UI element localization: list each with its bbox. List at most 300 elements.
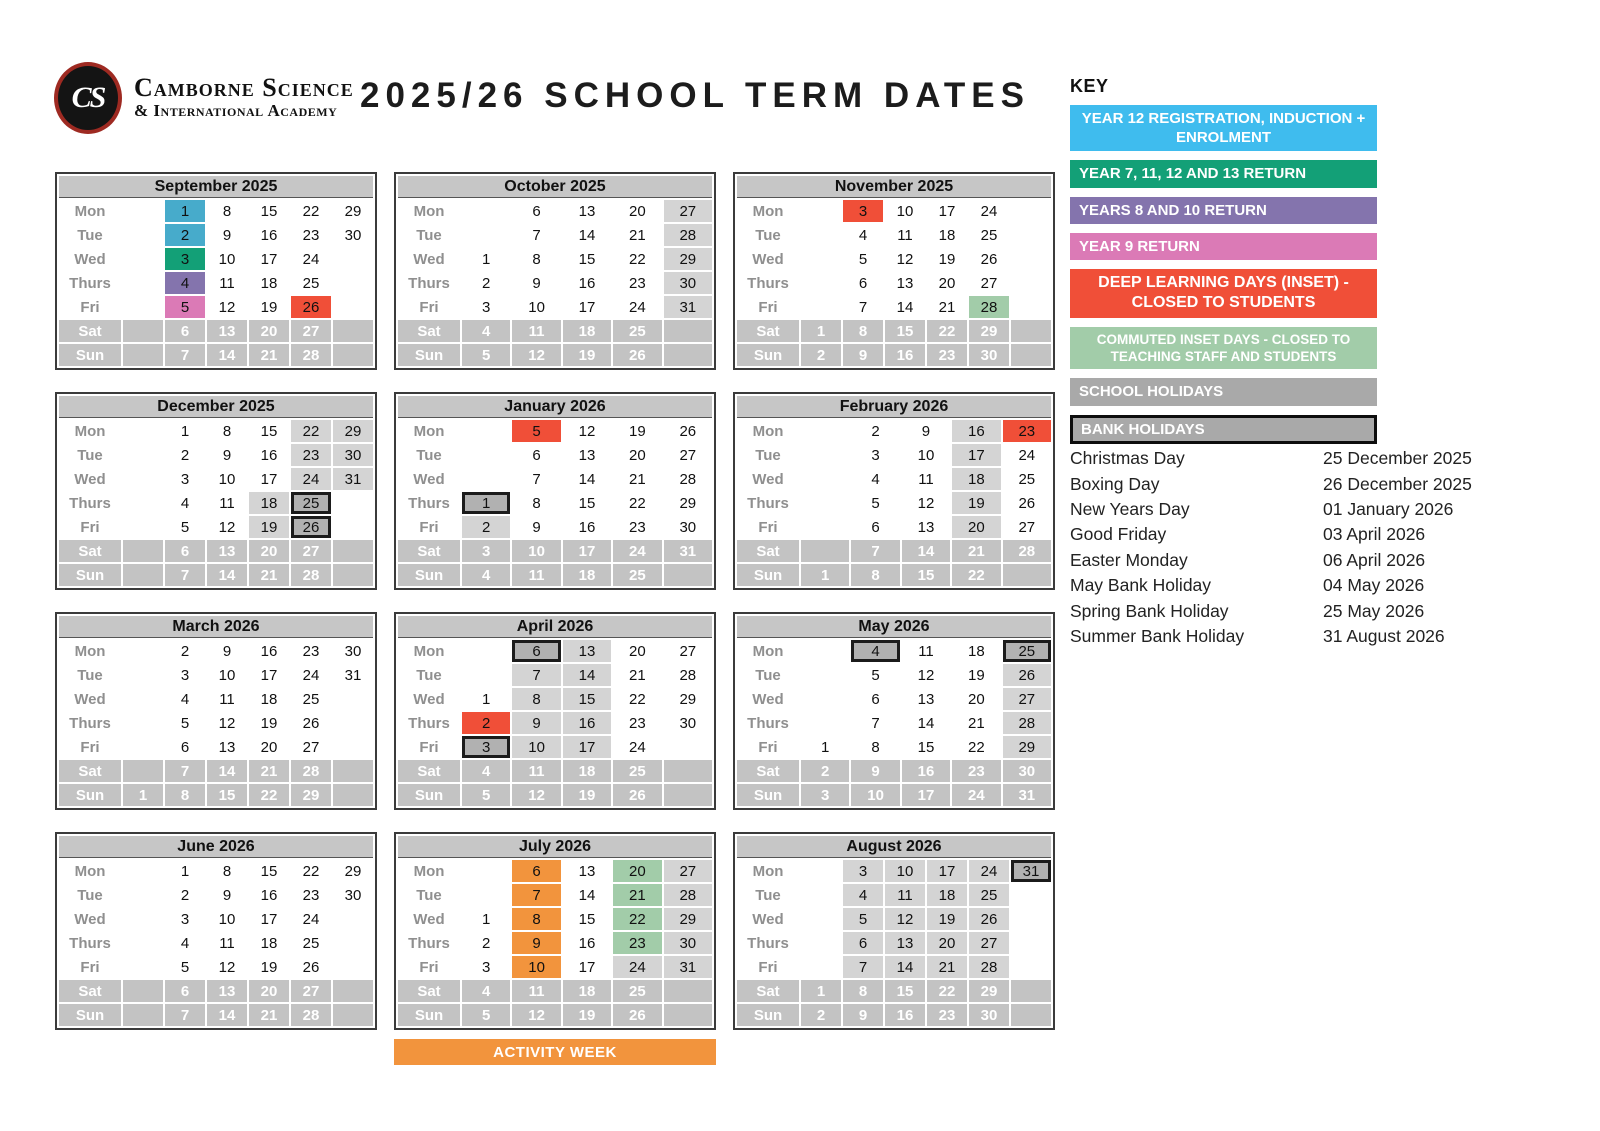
day-label: Tue: [737, 224, 799, 246]
empty-cell: [333, 564, 373, 586]
month-calendar-october-2025: [394, 172, 716, 370]
key-item-bank-holidays: BANK HOLIDAYS: [1070, 415, 1377, 444]
day-cell: 27: [291, 980, 331, 1002]
day-cell: 26: [664, 420, 712, 442]
day-cell: 12: [207, 956, 247, 978]
day-cell-school-holiday: 24: [291, 468, 331, 490]
day-cell: 27: [664, 640, 712, 662]
day-cell: 28: [664, 468, 712, 490]
day-cell: 28: [1003, 540, 1051, 562]
day-cell: 7: [512, 468, 560, 490]
day-label: Wed: [737, 468, 799, 490]
day-cell: 7: [165, 344, 205, 366]
day-cell: 5: [165, 516, 205, 538]
key-item-commuted-inset-days: COMMUTED INSET DAYS - CLOSED TO TEACHING STAFF AND STUDENTS: [1070, 327, 1377, 370]
bank-holiday-row: [1070, 598, 1500, 623]
day-cell: 1: [801, 736, 849, 758]
day-cell: 3: [462, 956, 510, 978]
empty-cell: [123, 564, 163, 586]
day-cell-bank-holiday: 3: [462, 736, 510, 758]
day-cell: 26: [291, 712, 331, 734]
day-cell: 22: [927, 980, 967, 1002]
day-cell: 18: [563, 980, 611, 1002]
day-cell: 19: [952, 664, 1000, 686]
day-cell: 12: [207, 296, 247, 318]
day-cell: 29: [333, 860, 373, 882]
day-cell: 6: [851, 516, 899, 538]
day-cell: 21: [249, 1004, 289, 1026]
key-item-year-7-11-12-13-return: YEAR 7, 11, 12 AND 13 RETURN: [1070, 160, 1377, 187]
day-cell-activity-week: 7: [512, 884, 560, 906]
day-cell: 2: [462, 272, 510, 294]
day-cell: 22: [613, 492, 661, 514]
day-cell: 13: [207, 540, 247, 562]
day-cell: 16: [885, 344, 925, 366]
day-cell-school-holiday: 29: [664, 908, 712, 930]
empty-cell: [801, 468, 849, 490]
day-label: Wed: [737, 908, 799, 930]
day-cell: 25: [291, 272, 331, 294]
day-cell: 8: [843, 320, 883, 342]
month-title: January 2026: [398, 396, 712, 418]
day-cell: 25: [291, 688, 331, 710]
day-cell: 22: [927, 320, 967, 342]
bank-holiday-name: Spring Bank Holiday: [1070, 600, 1229, 621]
day-cell: 19: [613, 420, 661, 442]
day-cell-school-holiday: 27: [1003, 688, 1051, 710]
day-cell-school-holiday: 27: [664, 200, 712, 222]
day-cell: 14: [207, 564, 247, 586]
day-cell: 19: [563, 344, 611, 366]
day-label: Sat: [398, 540, 460, 562]
month-calendar-january-2026: [394, 392, 716, 590]
day-label: Wed: [398, 688, 460, 710]
empty-cell: [333, 736, 373, 758]
day-cell-school-holiday: 13: [885, 932, 925, 954]
empty-cell: [333, 516, 373, 538]
day-cell: 13: [563, 200, 611, 222]
empty-cell: [801, 444, 849, 466]
day-label: Sat: [59, 320, 121, 342]
day-cell: 28: [291, 344, 331, 366]
day-cell-school-holiday: 10: [885, 860, 925, 882]
day-cell: 15: [249, 200, 289, 222]
day-label: Sat: [737, 540, 799, 562]
day-cell: 17: [249, 908, 289, 930]
day-cell: 30: [969, 1004, 1009, 1026]
day-cell: 5: [851, 492, 899, 514]
key-item-years-8-10-return: YEARS 8 AND 10 RETURN: [1070, 197, 1377, 224]
day-cell: 17: [249, 468, 289, 490]
day-cell: 11: [207, 492, 247, 514]
day-cell: 13: [563, 860, 611, 882]
empty-cell: [123, 492, 163, 514]
day-cell: 16: [249, 884, 289, 906]
day-cell: 20: [927, 272, 967, 294]
day-label: Fri: [398, 296, 460, 318]
day-cell: 26: [291, 956, 331, 978]
day-label: Sun: [737, 784, 799, 806]
day-cell: 13: [207, 736, 247, 758]
empty-cell: [801, 272, 841, 294]
day-cell: 13: [902, 688, 950, 710]
day-cell-bank-holiday: 1: [462, 492, 510, 514]
month-title: March 2026: [59, 616, 373, 638]
empty-cell: [462, 444, 510, 466]
school-brand: [54, 62, 354, 134]
day-label: Mon: [737, 860, 799, 882]
day-cell: 9: [207, 640, 247, 662]
day-cell-school-holiday: 5: [843, 908, 883, 930]
bank-holiday-row: [1070, 624, 1500, 649]
day-label: Wed: [59, 248, 121, 270]
day-cell: 4: [843, 224, 883, 246]
empty-cell: [123, 224, 163, 246]
day-cell: 20: [952, 688, 1000, 710]
day-label: Thurs: [398, 492, 460, 514]
empty-cell: [123, 444, 163, 466]
day-cell-year-12-registration: 1: [165, 200, 205, 222]
day-cell: 25: [969, 224, 1009, 246]
day-cell: 21: [927, 296, 967, 318]
day-cell: 8: [512, 492, 560, 514]
empty-cell: [333, 932, 373, 954]
day-label: Sun: [398, 564, 460, 586]
day-cell: 7: [165, 1004, 205, 1026]
day-label: Thurs: [737, 712, 799, 734]
empty-cell: [123, 760, 163, 782]
day-cell: 14: [207, 344, 247, 366]
day-cell: 21: [613, 664, 661, 686]
day-cell: 26: [613, 1004, 661, 1026]
day-label: Wed: [398, 468, 460, 490]
month-calendar-december-2025: [55, 392, 377, 590]
day-cell: 22: [952, 564, 1000, 586]
day-cell: 8: [207, 860, 247, 882]
day-cell-school-holiday: 28: [664, 224, 712, 246]
day-cell-school-holiday: 7: [512, 664, 560, 686]
day-label: Wed: [59, 688, 121, 710]
day-label: Sun: [59, 784, 121, 806]
day-cell: 14: [563, 884, 611, 906]
day-cell: 16: [249, 224, 289, 246]
day-cell-school-holiday: 28: [1003, 712, 1051, 734]
day-cell-school-holiday: 18: [249, 492, 289, 514]
empty-cell: [123, 688, 163, 710]
day-cell: 2: [462, 932, 510, 954]
day-cell: 30: [664, 712, 712, 734]
day-cell: 1: [462, 248, 510, 270]
bank-holiday-row: [1070, 471, 1500, 496]
day-label: Thurs: [59, 492, 121, 514]
day-cell: 13: [563, 444, 611, 466]
day-cell: 17: [902, 784, 950, 806]
day-cell: 21: [249, 344, 289, 366]
day-cell: 10: [207, 468, 247, 490]
day-cell: 5: [843, 248, 883, 270]
day-cell: 8: [851, 736, 899, 758]
day-cell: 13: [207, 320, 247, 342]
empty-cell: [333, 296, 373, 318]
day-cell-years-8-10-return: 4: [165, 272, 205, 294]
day-cell-school-holiday: 28: [664, 884, 712, 906]
day-cell: 29: [333, 200, 373, 222]
empty-cell: [801, 492, 849, 514]
day-cell: 25: [613, 980, 661, 1002]
school-name-line2: & International Academy: [134, 100, 338, 120]
day-cell: 24: [291, 908, 331, 930]
day-cell-school-holiday: 31: [664, 296, 712, 318]
empty-cell: [664, 1004, 712, 1026]
day-cell: 20: [249, 980, 289, 1002]
day-cell: 29: [291, 784, 331, 806]
empty-cell: [801, 640, 849, 662]
day-cell: 19: [249, 296, 289, 318]
day-cell-commuted-inset-day: 20: [613, 860, 661, 882]
day-cell: 25: [1003, 468, 1051, 490]
month-title: April 2026: [398, 616, 712, 638]
empty-cell: [801, 540, 849, 562]
day-cell: 21: [249, 760, 289, 782]
day-cell: 24: [952, 784, 1000, 806]
day-cell: 11: [207, 688, 247, 710]
day-label: Mon: [398, 640, 460, 662]
day-cell-school-holiday: 17: [563, 736, 611, 758]
day-cell-school-holiday: 17: [927, 860, 967, 882]
day-label: Sat: [59, 980, 121, 1002]
day-cell: 5: [165, 712, 205, 734]
day-cell: 18: [563, 760, 611, 782]
day-cell: 18: [249, 688, 289, 710]
empty-cell: [664, 736, 712, 758]
day-cell-school-holiday: 2: [462, 516, 510, 538]
day-cell: 6: [165, 540, 205, 562]
empty-cell: [1011, 980, 1051, 1002]
day-cell-school-holiday: 23: [291, 444, 331, 466]
day-cell: 11: [512, 320, 560, 342]
bank-holiday-row: [1070, 446, 1500, 471]
day-cell: 24: [969, 200, 1009, 222]
day-cell: 7: [843, 296, 883, 318]
day-cell: 16: [885, 1004, 925, 1026]
day-label: Tue: [737, 444, 799, 466]
bank-holiday-name: Good Friday: [1070, 524, 1167, 545]
day-cell-school-holiday: 26: [969, 908, 1009, 930]
day-cell: 1: [462, 688, 510, 710]
day-label: Thurs: [398, 932, 460, 954]
day-cell: 29: [969, 320, 1009, 342]
day-cell: 27: [291, 320, 331, 342]
empty-cell: [1011, 908, 1051, 930]
day-cell: 27: [969, 272, 1009, 294]
day-cell: 17: [927, 200, 967, 222]
day-cell: 9: [902, 420, 950, 442]
day-cell: 1: [165, 860, 205, 882]
day-cell: 12: [563, 420, 611, 442]
day-cell: 17: [563, 296, 611, 318]
empty-cell: [123, 248, 163, 270]
day-cell: 11: [207, 932, 247, 954]
bank-holiday-name: Easter Monday: [1070, 549, 1188, 570]
day-cell: 6: [165, 320, 205, 342]
day-cell: 15: [563, 248, 611, 270]
day-cell: 15: [902, 564, 950, 586]
empty-cell: [123, 736, 163, 758]
day-label: Sat: [737, 760, 799, 782]
bank-holiday-date: 25 May 2026: [1323, 600, 1425, 621]
day-label: Tue: [398, 884, 460, 906]
day-cell: 21: [613, 224, 661, 246]
day-cell-year-9-return: 5: [165, 296, 205, 318]
day-cell: 7: [165, 564, 205, 586]
day-cell: 9: [512, 272, 560, 294]
bank-holiday-row: [1070, 522, 1500, 547]
day-cell: 21: [249, 564, 289, 586]
empty-cell: [123, 272, 163, 294]
day-cell: 30: [333, 640, 373, 662]
key-item-year12-registration: YEAR 12 REGISTRATION, INDUCTION + ENROLMENT: [1070, 105, 1377, 151]
day-cell-school-holiday: 24: [613, 956, 661, 978]
day-cell: 9: [851, 760, 899, 782]
day-label: Sun: [398, 784, 460, 806]
school-name: [134, 72, 354, 121]
day-cell: 6: [165, 736, 205, 758]
empty-cell: [123, 344, 163, 366]
empty-cell: [123, 908, 163, 930]
empty-cell: [333, 712, 373, 734]
day-cell: 25: [613, 320, 661, 342]
day-label: Sat: [737, 320, 799, 342]
day-cell-bank-holiday: 25: [1003, 640, 1051, 662]
day-cell: 3: [851, 444, 899, 466]
bank-holiday-date: 06 April 2026: [1323, 549, 1426, 570]
day-cell: 22: [291, 200, 331, 222]
day-cell: 8: [843, 980, 883, 1002]
day-cell-school-holiday: 4: [843, 884, 883, 906]
key-item-deep-learning-days: DEEP LEARNING DAYS (INSET) - CLOSED TO STUDENTS: [1070, 269, 1377, 318]
day-cell: 30: [333, 224, 373, 246]
day-label: Tue: [59, 224, 121, 246]
day-cell: 20: [613, 200, 661, 222]
day-cell: 23: [927, 344, 967, 366]
day-cell: 5: [851, 664, 899, 686]
day-cell: 24: [613, 540, 661, 562]
day-cell: 6: [165, 980, 205, 1002]
day-cell: 13: [207, 980, 247, 1002]
day-cell: 30: [664, 516, 712, 538]
logo-monogram: CS: [71, 81, 105, 114]
day-cell: 20: [249, 736, 289, 758]
day-label: Mon: [398, 200, 460, 222]
month-title: November 2025: [737, 176, 1051, 198]
day-cell: 19: [249, 956, 289, 978]
empty-cell: [801, 932, 841, 954]
day-label: Mon: [398, 860, 460, 882]
day-cell-activity-week: 8: [512, 908, 560, 930]
empty-cell: [801, 908, 841, 930]
day-cell: 10: [512, 296, 560, 318]
day-cell-school-holiday: 30: [333, 444, 373, 466]
empty-cell: [123, 932, 163, 954]
day-label: Sun: [398, 1004, 460, 1026]
day-label: Fri: [59, 736, 121, 758]
day-cell: 13: [902, 516, 950, 538]
empty-cell: [123, 664, 163, 686]
day-cell: 13: [885, 272, 925, 294]
day-cell: 8: [512, 248, 560, 270]
day-label: Fri: [398, 516, 460, 538]
day-cell: 2: [165, 884, 205, 906]
day-label: Mon: [737, 200, 799, 222]
day-cell-deep-learning-day-inset: 5: [512, 420, 560, 442]
day-cell: 6: [851, 688, 899, 710]
day-cell: 4: [851, 468, 899, 490]
empty-cell: [801, 712, 849, 734]
day-cell: 11: [512, 980, 560, 1002]
day-label: Tue: [737, 664, 799, 686]
day-cell-school-holiday: 17: [952, 444, 1000, 466]
day-cell: 26: [969, 248, 1009, 270]
day-cell: 15: [207, 784, 247, 806]
day-cell: 3: [462, 296, 510, 318]
empty-cell: [801, 884, 841, 906]
month-title: May 2026: [737, 616, 1051, 638]
empty-cell: [123, 516, 163, 538]
empty-cell: [333, 540, 373, 562]
day-cell: 21: [952, 712, 1000, 734]
day-cell-school-holiday: 16: [952, 420, 1000, 442]
school-name-line1: Camborne Science: [134, 72, 354, 102]
day-cell-school-holiday: 26: [1003, 664, 1051, 686]
day-cell: 30: [333, 884, 373, 906]
day-cell-school-holiday: 19: [952, 492, 1000, 514]
empty-cell: [462, 420, 510, 442]
day-label: Tue: [59, 444, 121, 466]
day-cell: 3: [165, 908, 205, 930]
day-cell: 4: [165, 492, 205, 514]
day-label: Fri: [398, 736, 460, 758]
day-cell: 28: [291, 760, 331, 782]
day-cell: 24: [291, 664, 331, 686]
empty-cell: [462, 860, 510, 882]
day-cell: 7: [851, 712, 899, 734]
bank-holiday-name: Christmas Day: [1070, 448, 1185, 469]
empty-cell: [664, 344, 712, 366]
day-cell: 11: [512, 760, 560, 782]
day-cell: 16: [902, 760, 950, 782]
day-cell: 12: [512, 344, 560, 366]
day-label: Sat: [398, 320, 460, 342]
day-cell: 14: [885, 296, 925, 318]
day-cell: 3: [165, 664, 205, 686]
day-cell-school-holiday: 31: [664, 956, 712, 978]
day-cell: 24: [613, 296, 661, 318]
day-cell-school-holiday: 6: [843, 932, 883, 954]
day-cell-school-holiday: 14: [563, 664, 611, 686]
day-cell: 4: [462, 760, 510, 782]
empty-cell: [333, 1004, 373, 1026]
day-cell: 28: [291, 564, 331, 586]
empty-cell: [1003, 564, 1051, 586]
empty-cell: [462, 200, 510, 222]
day-cell: 25: [613, 760, 661, 782]
day-cell: 1: [801, 980, 841, 1002]
day-cell: 2: [851, 420, 899, 442]
day-cell: 22: [613, 688, 661, 710]
empty-cell: [801, 664, 849, 686]
day-cell: 11: [902, 640, 950, 662]
day-label: Fri: [737, 516, 799, 538]
